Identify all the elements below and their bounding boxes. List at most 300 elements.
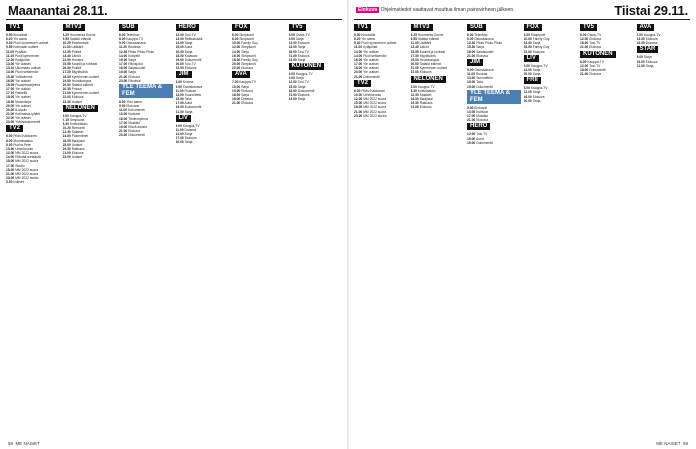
program-time: 18.00	[62, 142, 71, 147]
program-time: 21.00	[175, 109, 184, 114]
magazine-name: ME NAISET	[15, 441, 40, 446]
program-time: 8.30	[410, 88, 417, 93]
program-time: 16.00	[119, 116, 128, 121]
program-time: 14.00	[62, 134, 71, 139]
program-title: Kotona	[182, 80, 194, 85]
program-time: 16.00	[523, 94, 532, 99]
program-time: 17.00	[119, 62, 128, 67]
channel-header: SUB	[119, 24, 138, 31]
program-title: Ostos-TV	[295, 33, 310, 37]
program-title: Ostos-TV	[587, 33, 602, 37]
program-time: 9.00	[467, 37, 474, 42]
program-time: 20.00	[354, 70, 363, 75]
program-row	[354, 114, 408, 118]
program-time: 12.00	[288, 41, 297, 46]
program-time: 12.40	[467, 41, 476, 46]
program-title: Tosi-TV	[297, 49, 309, 54]
program-time: 11.00	[175, 88, 184, 93]
program-time: 19.00	[119, 70, 128, 75]
channel-header: HERO	[467, 123, 490, 130]
program-time: 18.00	[119, 66, 128, 71]
program-time: 23.00	[354, 113, 363, 118]
program-title: Elokuvat	[126, 104, 139, 109]
program-time: 13.40	[410, 45, 419, 50]
program-time: 19.00	[175, 105, 184, 110]
program-title: Puoli seitsemän	[15, 70, 39, 75]
program-time: 8.30	[62, 121, 69, 126]
program-title: Salatut elämät	[69, 37, 91, 42]
program-time: 21.00	[410, 66, 419, 71]
program-title: Elokuva	[645, 59, 658, 64]
program-row	[232, 66, 286, 70]
program-title: Sarja	[184, 140, 193, 145]
program-title: Kauppa-TV	[530, 86, 548, 91]
program-title: Ostoskanava	[474, 37, 494, 42]
program-title: Salaisuudet	[476, 49, 494, 54]
program-title: Kauppa-TV	[530, 63, 548, 68]
program-title: Musiikki	[128, 120, 140, 125]
program-time: 23.00	[288, 97, 297, 102]
schedule-columns	[6, 23, 342, 435]
program-time: 18.30	[62, 74, 71, 79]
program-time: 11.00	[119, 108, 128, 113]
program-time: 16.00	[6, 78, 15, 83]
program-title: Simpsonit	[239, 37, 254, 42]
program-time: 11.00	[175, 127, 184, 132]
program-title: Puoli kymmenen uutiset	[361, 41, 397, 46]
program-title: Rekkakuskit	[184, 37, 203, 42]
program-title: Teleshop	[474, 33, 488, 37]
program-title: Elokuva	[184, 136, 197, 141]
program-time: 11.30	[62, 45, 71, 50]
program-title: Yle uutiset	[363, 62, 379, 67]
program-title: Ostoskanava	[182, 84, 203, 89]
program-title: Studio	[15, 163, 25, 168]
program-title: Lääkärit	[419, 41, 432, 46]
program-time: 19.00	[467, 140, 476, 145]
channel-header: KUTONEN	[289, 63, 325, 70]
program-time: 9.30	[354, 41, 361, 46]
program-title: Puoli seitsemän	[363, 53, 387, 58]
program-time: 16.00	[410, 97, 419, 102]
program-time: 6.25	[62, 33, 69, 37]
channel-header: LIV	[176, 115, 191, 122]
program-title: Elokuva	[419, 105, 432, 110]
program-time: 14.00	[175, 131, 184, 136]
program-title: Muumilaakso	[13, 138, 33, 143]
channel-header: KUTONEN	[580, 51, 616, 58]
program-time: 16.00	[175, 49, 184, 54]
program-time: 6.00	[580, 33, 587, 37]
program-time: 6.00	[119, 33, 126, 37]
schedule-column	[354, 23, 408, 435]
program-time: 21.00	[288, 53, 297, 58]
program-time: 19.00	[636, 41, 645, 46]
program-time: 21.00	[354, 109, 363, 114]
program-title: Kauniit ja rohkeat	[71, 62, 98, 67]
program-time: 17.00	[6, 163, 15, 168]
program-title: Elokuva	[128, 128, 140, 133]
program-row	[580, 72, 634, 76]
program-time: 11.10	[6, 53, 15, 58]
program-row	[467, 118, 521, 122]
program-title: Elokuva	[297, 41, 310, 46]
program-time: 15.00	[636, 59, 645, 64]
program-time: 9.00	[636, 55, 643, 60]
program-title: Elokuva	[184, 66, 197, 71]
program-title: Kauppa-TV	[417, 84, 435, 89]
program-row	[411, 105, 465, 109]
program-time: 14.00	[523, 41, 532, 46]
program-time: 10.00	[523, 37, 532, 42]
program-title: Kauppa-TV	[182, 123, 200, 128]
program-time: 23.00	[119, 78, 128, 83]
program-time: 9.30	[6, 41, 13, 46]
program-title: Family Guy	[241, 57, 258, 62]
program-title: Sarja	[184, 41, 193, 46]
program-time: 14.00	[6, 155, 15, 160]
program-time: 6.20	[6, 37, 13, 42]
program-time: 14.00	[6, 70, 15, 75]
schedule-column	[119, 23, 173, 435]
program-title: Autot	[184, 101, 193, 106]
program-title: Uutiset	[71, 155, 82, 160]
program-title: Draama	[645, 41, 658, 46]
program-title: Rakkaus	[419, 101, 433, 106]
program-time: 9.00	[6, 142, 13, 147]
program-time: 17.00	[6, 87, 15, 92]
program-time: 20.00	[175, 140, 184, 145]
channel-header: YLE TEEMA & FEM	[119, 84, 173, 98]
program-time: 21.00	[467, 53, 476, 58]
program-time: 6.00	[580, 59, 587, 64]
schedule-column	[232, 23, 286, 435]
program-row	[354, 75, 408, 79]
program-title: Putous	[71, 87, 82, 92]
program-time: 22.00	[175, 66, 184, 71]
program-title: Draama	[241, 97, 253, 102]
program-title: Kalastus	[184, 53, 198, 58]
program-title: Elokuva	[645, 37, 658, 42]
program-time: 23.30	[62, 99, 71, 104]
program-time: 13.00	[467, 109, 476, 114]
program-time: 13.40	[62, 53, 71, 58]
program-title: Sarja	[295, 76, 304, 81]
program-title: Elokuva	[532, 49, 545, 54]
program-title: Tosi-TV	[589, 41, 601, 46]
program-time: 9.55	[410, 37, 417, 42]
channel-header: TV5	[580, 24, 597, 31]
program-title: Puoli kymmenen	[15, 53, 40, 58]
program-title: Puuha-Pete	[13, 142, 31, 147]
program-time: 15.55	[410, 49, 419, 54]
program-time: 8.00	[232, 37, 239, 42]
program-time: 11.05	[6, 49, 15, 54]
program-time: 14.00	[119, 53, 128, 58]
program-title: Yle uutiset	[15, 87, 31, 92]
program-time: 13.00	[232, 88, 241, 93]
program-time: 9.00	[119, 104, 126, 109]
brand-text: Ohjelmatiedot saattavat muuttua ilman painovirheen jälkeen.	[380, 7, 515, 13]
program-title: Tosi-TV	[589, 63, 601, 68]
program-time: 13.00	[175, 92, 184, 97]
program-time: 6.00	[288, 72, 295, 77]
program-title: Pikku Pikku Pikku	[476, 41, 503, 46]
program-title: Pikku Pikku Pikku	[128, 49, 155, 54]
program-title: Pikku Kakkonen	[13, 134, 37, 139]
program-title: Kotimaisia lyhärit	[15, 111, 41, 116]
program-time: 15.00	[6, 159, 15, 164]
program-title: Elokuva	[241, 101, 253, 106]
program-title: Maajussi	[71, 138, 85, 143]
program-title: A-studio	[15, 107, 28, 112]
program-time: 16.00	[62, 138, 71, 143]
program-title: Huutokauppa	[71, 78, 92, 83]
program-title: Yle uutiset	[363, 49, 379, 54]
program-time: 13.00	[467, 76, 476, 81]
channel-header: YLE TEEMA & FEM	[467, 90, 521, 104]
channel-header: LIV	[524, 55, 539, 62]
program-time: 12.00	[580, 37, 589, 42]
program-time: 6.00	[232, 33, 239, 37]
program-row	[411, 70, 465, 74]
program-title: Huomenta Suomi	[69, 33, 96, 37]
program-title: Autot	[476, 136, 484, 141]
program-time: 20.00	[232, 62, 241, 67]
program-title: MM 2022 suora	[15, 171, 39, 176]
program-time: 21.00	[62, 151, 71, 156]
program-time: 23.00	[62, 155, 71, 160]
channel-header: AVA	[637, 24, 655, 31]
program-row	[176, 110, 230, 114]
program-title: Kauppa-TV	[643, 33, 661, 37]
program-time: 18.00	[6, 95, 15, 100]
program-time: 9.00	[175, 123, 182, 128]
program-title: Sarja	[532, 98, 541, 103]
program-title: Lähiöt	[71, 53, 81, 58]
program-time: 23.00	[119, 133, 128, 138]
program-time: 6.00	[288, 33, 295, 37]
program-time: 18.00	[354, 105, 363, 110]
program-title: Elokuva	[532, 94, 545, 99]
program-title: Yle uutiset	[15, 62, 31, 67]
page-number	[656, 441, 688, 446]
program-title: Simpsonit	[530, 33, 546, 37]
program-time: 6.20	[354, 37, 361, 42]
program-time: 13.00	[119, 112, 128, 117]
program-time: 8.00	[6, 138, 13, 143]
program-time: 6.25	[410, 33, 417, 37]
program-time: 16.05	[6, 82, 15, 87]
program-time: 18.00	[288, 49, 297, 54]
program-title: Elokuva	[241, 88, 253, 93]
program-time: 6.00	[410, 84, 417, 89]
program-title: Yle uutiset	[15, 95, 31, 100]
program-title: Simpsonit	[241, 53, 256, 58]
program-time: 9.00	[523, 63, 530, 68]
program-time: 21.00	[6, 111, 15, 116]
program-time: 19.00	[62, 78, 71, 83]
schedule-column	[524, 23, 578, 435]
channel-header: JIM	[176, 71, 192, 78]
program-title: Autot	[184, 45, 193, 50]
program-row	[637, 41, 691, 45]
program-row	[63, 155, 117, 159]
program-title: Family Guy	[532, 45, 550, 50]
program-time: 12.00	[6, 57, 15, 62]
program-time: 14.00	[523, 67, 532, 72]
program-time: 16.00	[354, 57, 363, 62]
program-time: 9.55	[62, 37, 69, 42]
program-title: Dokumentti	[476, 84, 493, 89]
program-title: Kymmenen uutiset	[71, 74, 99, 79]
program-time: 5.50	[354, 33, 361, 37]
program-title: Suunnittelu	[476, 76, 493, 81]
program-time: 0.30	[6, 180, 13, 185]
program-title: Sarja	[184, 109, 193, 114]
schedule-column	[580, 23, 634, 435]
program-time: 6.00	[523, 33, 530, 37]
program-time: 9.00	[119, 41, 126, 46]
program-title: Pysäkki	[15, 49, 27, 54]
program-title: Yle uutiset	[363, 70, 379, 75]
program-time: 9.00	[467, 67, 474, 72]
program-time: 8.00	[523, 86, 530, 91]
program-time: 7.00	[636, 33, 643, 37]
program-time: 6.00	[354, 88, 361, 93]
schedule-column	[289, 23, 343, 435]
program-title: Elokuva	[241, 66, 253, 71]
program-title: Tosi-TV	[297, 80, 309, 85]
program-title: Myytävänä	[419, 53, 436, 58]
program-time: 15.55	[62, 62, 71, 67]
program-time: 13.00	[636, 37, 645, 42]
channel-header: TV5	[289, 24, 306, 31]
program-title: Uutiset	[13, 180, 24, 185]
program-time: 19.30	[62, 146, 71, 151]
program-time: 18.00	[288, 88, 297, 93]
program-time: 18.00	[467, 49, 476, 54]
program-title: Dokumentti	[184, 57, 202, 62]
schedule-column	[6, 23, 60, 435]
program-time: 20.00	[523, 72, 532, 77]
program-title: Salatut elämät	[71, 82, 93, 87]
program-title: MM 2022 suora	[15, 151, 39, 156]
channel-header: MTV3	[63, 24, 85, 31]
program-title: Sarja	[532, 90, 541, 95]
program-title: Sarja	[532, 67, 541, 72]
program-title: Poliisit	[71, 66, 82, 71]
program-time: 17.30	[410, 53, 419, 58]
program-time: 7.00	[232, 80, 239, 85]
program-time: 19.00	[410, 57, 419, 62]
program-title: Family Guy	[241, 41, 258, 46]
program-time: 19.00	[175, 57, 184, 62]
program-title: Talot	[476, 80, 484, 85]
program-title: Tosi-TV	[184, 33, 196, 37]
program-title: Sarja	[184, 131, 193, 136]
program-row	[289, 58, 343, 62]
program-title: Urheiluruutu	[363, 92, 382, 97]
program-title: Teleshop	[126, 33, 140, 37]
program-title: Simpsonit	[239, 33, 254, 37]
program-title: Sarja	[241, 92, 249, 97]
program-time: 22.00	[62, 95, 71, 100]
magazine-name: ME NAISET	[656, 441, 681, 446]
channel-header: TV1	[6, 24, 23, 31]
program-time: 12.00	[288, 80, 297, 85]
program-time: 15.40	[6, 74, 15, 79]
program-time: 15.00	[175, 45, 184, 50]
program-row	[524, 99, 578, 103]
program-time: 15.30	[467, 45, 476, 50]
program-title: Elokuva	[476, 118, 488, 123]
program-time: 13.00	[175, 37, 184, 42]
program-time: 10.25	[62, 41, 71, 46]
program-title: Yle uutiset	[15, 116, 31, 121]
program-time: 10.00	[232, 41, 241, 46]
channel-header: FOX	[232, 24, 250, 31]
program-time: 6.00	[175, 80, 182, 85]
program-title: Uutiset	[71, 142, 82, 147]
program-title: Ostoskanava	[474, 67, 494, 72]
program-time: 22.00	[523, 49, 532, 54]
program-time: 6.00	[467, 33, 474, 37]
program-title: Poliisit	[71, 49, 82, 54]
program-time: 15.00	[175, 97, 184, 102]
program-row	[63, 100, 117, 104]
program-title: Elokuva	[589, 37, 601, 42]
program-title: Ulkomaan uutisia	[15, 66, 41, 71]
brand-note	[356, 7, 515, 13]
program-time: 11.20	[119, 45, 128, 50]
program-time: 6.00	[6, 134, 13, 139]
program-time: 20.00	[62, 82, 71, 87]
channel-header: TV2	[6, 125, 23, 132]
program-time: 13.10	[6, 66, 15, 71]
program-time: 20.35	[62, 87, 71, 92]
program-title: Tosi-TV	[476, 132, 488, 137]
program-title: Palomiehet	[71, 134, 89, 139]
program-title: Kauppa-TV	[126, 37, 144, 42]
program-time: 13.00	[6, 62, 15, 67]
program-time: 7.15	[62, 117, 69, 122]
program-time: 9.55	[6, 45, 13, 50]
program-time: 14.00	[232, 49, 241, 54]
program-title: Kyläjuhlat	[363, 45, 378, 50]
channel-header: TV2	[354, 80, 371, 87]
program-title: Hunters	[71, 57, 84, 62]
program-title: Kymmenen uutiset	[71, 91, 99, 96]
program-time: 12.30	[410, 92, 419, 97]
program-time: 12.30	[62, 130, 71, 135]
program-time: 9.00	[288, 76, 295, 81]
program-title: MM 2022 suora	[363, 105, 387, 110]
schedule-columns	[354, 23, 690, 435]
program-row	[6, 120, 60, 124]
program-time: 18.00	[523, 45, 532, 50]
program-title: Sarja	[295, 37, 304, 42]
program-title: Yle uutiset	[15, 103, 31, 108]
program-title: Salaiset	[71, 130, 84, 135]
program-title: Ruokaa	[476, 72, 488, 77]
program-time: 11.00	[467, 72, 476, 77]
program-time: 21.00	[288, 92, 297, 97]
program-title: Tosi-TV	[184, 62, 196, 67]
schedule-column	[637, 23, 691, 435]
program-row	[119, 133, 173, 137]
program-title: Draama	[184, 127, 197, 132]
